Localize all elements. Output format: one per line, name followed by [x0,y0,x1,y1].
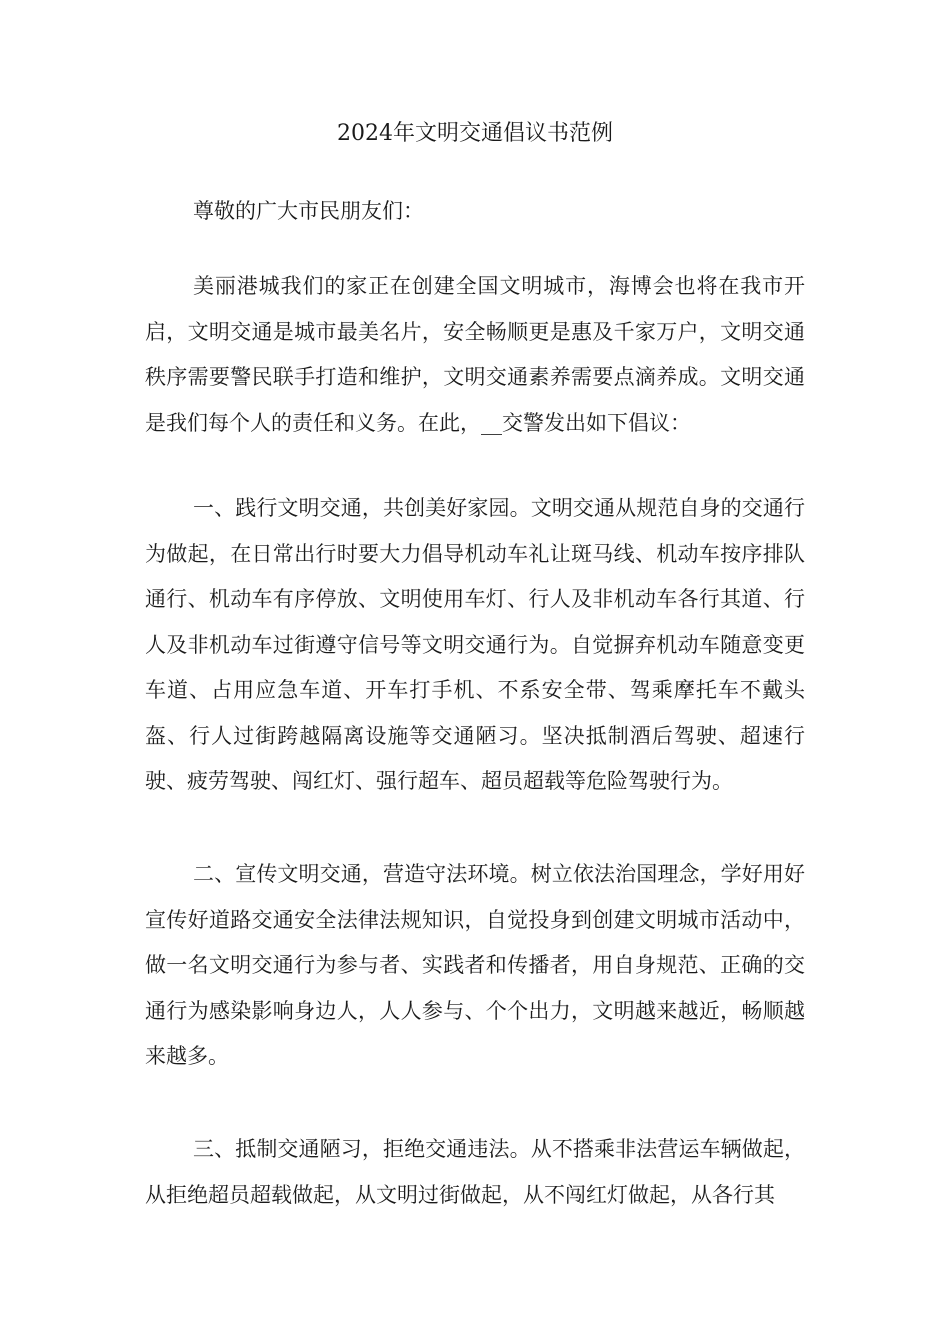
paragraph-intro: 美丽港城我们的家正在创建全国文明城市，海博会也将在我市开启，文明交通是城市最美名片，安全畅顺更是惠及千家万户，文明交通秩序需要警民联手打造和维护，文明交通素养需要点滴养成。文明交通是我们每个人的责任和义务。在此，__交警发出如下倡议： [145,274,805,435]
paragraph-three: 三、抵制交通陋习，拒绝交通违法。从不搭乘非法营运车辆做起，从拒绝超员超载做起，从文明过街做起，从不闯红灯做起，从各行其 [145,1137,805,1207]
document-title: 2024年文明交通倡议书范例 [337,121,613,146]
paragraph-one: 一、践行文明交通，共创美好家园。文明交通从规范自身的交通行为做起，在日常出行时要大力倡导机动车礼让斑马线、机动车按序排队通行、机动车有序停放、文明使用车灯、行人及非机动车各行其道、行人及非机动车过街遵守信号等文明交通行为。自觉摒弃机动车随意变更车道、占用应急车道、开车打手机、不系安全带、驾乘摩托车不戴头盔、行人过街跨越隔离设施等交通陋习。坚决抵制酒后驾驶、超速行驶、疲劳驾驶、闯红灯、强行超车、超员超载等危险驾驶行为。 [145,496,805,793]
paragraph-two: 二、宣传文明交通，营造守法环境。树立依法治国理念，学好用好宣传好道路交通安全法律法规知识，自觉投身到创建文明城市活动中，做一名文明交通行为参与者、实践者和传播者，用自身规范、正确的交通行为感染影响身边人，人人参与、个个出力，文明越来越近，畅顺越来越多。 [145,862,805,1068]
salutation: 尊敬的广大市民朋友们： [193,199,424,223]
